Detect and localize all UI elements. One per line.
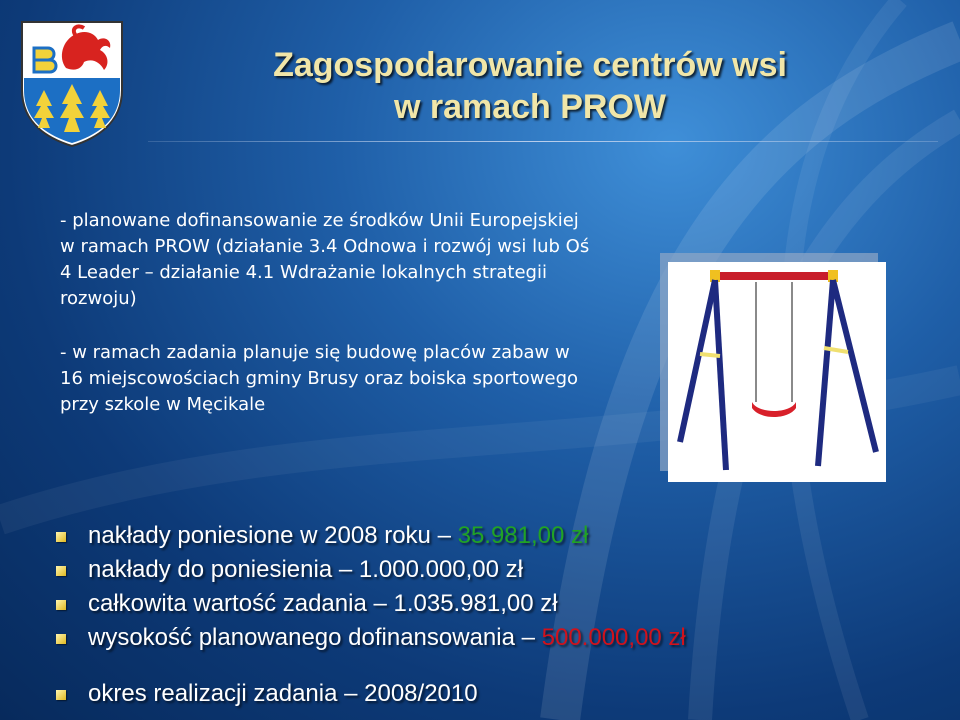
funding-value: 500.000,00 zł — [541, 624, 686, 651]
slide-title-line-1: Zagospodarowanie centrów wsi — [273, 46, 787, 84]
cost-2008-value: 35.981,00 zł — [457, 522, 589, 549]
swing-icon — [668, 262, 886, 482]
slide-title — [200, 44, 860, 128]
bullet-icon — [56, 600, 66, 610]
coat-of-arms-icon — [18, 18, 126, 148]
slide-title-line-2: w ramach PROW — [393, 88, 667, 126]
bullet-icon — [56, 532, 66, 542]
bullet-icon — [56, 634, 66, 644]
bullet-list — [56, 519, 686, 711]
paragraph-funding: - planowane dofinansowanie ze środków Unii Europejskiej w ramach PROW (działanie 3.4 Odnowa i rozwój wsi lub Oś 4 Leader – działanie 4.1 Wdrażanie lokalnych strategii rozwoju) — [60, 210, 590, 309]
list-item: wysokość planowanego dofinansowania – 500.000,00 zł — [56, 621, 686, 655]
title-divider — [148, 141, 938, 142]
bullet-icon — [56, 690, 66, 700]
list-item: okres realizacji zadania – 2008/2010 — [56, 677, 686, 711]
list-item: nakłady do poniesienia – 1.000.000,00 zł — [56, 553, 686, 587]
list-item: całkowita wartość zadania – 1.035.981,00 zł — [56, 587, 686, 621]
bullet-icon — [56, 566, 66, 576]
swing-photo — [668, 262, 886, 482]
paragraph-scope: - w ramach zadania planuje się budowę placów zabaw w 16 miejscowościach gminy Brusy oraz boiska sportowego przy szkole w Męcikale — [60, 342, 579, 415]
list-item: nakłady poniesione w 2008 roku – 35.981,00 zł — [56, 519, 686, 553]
